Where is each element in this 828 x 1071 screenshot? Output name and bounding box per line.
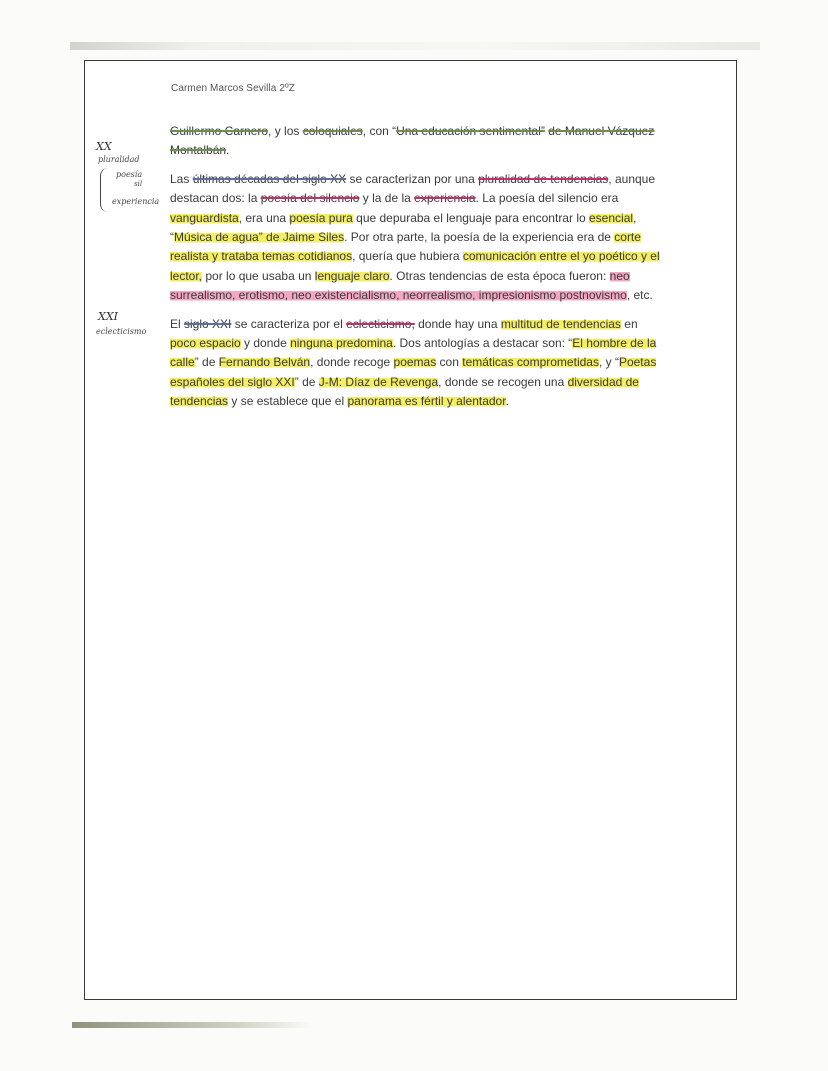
scan-shadow-bottom (72, 1022, 312, 1028)
body-text: Las (170, 171, 193, 186)
highlighted-text: lenguaje claro (314, 268, 390, 283)
margin-note-sil: sil (134, 180, 143, 188)
margin-brace (100, 168, 111, 212)
highlighted-text: esencial (589, 210, 634, 225)
highlighted-text: corte realista y trataba temas cotidianos (170, 230, 641, 264)
highlighted-text: eclecticismo, (346, 316, 415, 331)
body-text: , donde se recogen una (438, 374, 568, 389)
body-text: ” de (294, 374, 319, 389)
body-text: ” de (194, 355, 219, 370)
highlighted-text: multitud de tendencias (500, 316, 621, 331)
highlighted-text: Una educación sentimental” (396, 124, 545, 138)
body-text: , con “ (362, 124, 397, 138)
body-text: . (226, 143, 230, 158)
highlighted-text: ninguna predomina (290, 336, 393, 351)
body-text: se caracterizan por una (346, 171, 479, 186)
body-text: . Otras tendencias de esta época fueron: (389, 268, 610, 283)
body-text: y la de la (359, 191, 415, 206)
body-text: . Dos antologías a destacar son: “ (392, 336, 573, 351)
highlighted-text: diversidad de tendencias (170, 374, 639, 409)
highlighted-text: experiencia (414, 191, 476, 206)
body-text: , y “ (598, 355, 619, 370)
highlighted-text: Fernando Belván (218, 355, 311, 370)
highlighted-text: vanguardista (170, 210, 239, 225)
scan-shadow-top (70, 42, 760, 50)
paragraph-3 (170, 315, 660, 412)
body-text: , era una (238, 210, 290, 225)
margin-note-xxi: XXI (98, 310, 119, 323)
margin-note-xx: XX (96, 140, 112, 153)
body-text: El (170, 316, 185, 331)
highlighted-text: poemas (393, 355, 437, 370)
highlighted-text: neo surrealismo, erotismo, neo existencialismo, neorrealismo, impresionismo postnovismo (170, 268, 630, 303)
highlighted-text: de Manuel Vázquez Montalbán (170, 124, 655, 158)
body-text: se caracteriza por el (231, 316, 347, 331)
margin-note-pluralidad: pluralidad (98, 155, 140, 164)
highlighted-text: poesía pura (289, 210, 353, 225)
body-text: . Por otra parte, la poesía de la experiencia era de (344, 230, 615, 245)
highlighted-text: Poetas españoles del siglo XXI (170, 355, 657, 389)
highlighted-text: poesía del silencio (260, 191, 360, 206)
body-text: donde hay una (414, 316, 501, 331)
highlighted-text: comunicación entre el yo poético y el lector, (170, 249, 660, 283)
highlighted-text: El hombre de la calle (170, 336, 657, 370)
body-text: , donde recoge (310, 355, 394, 370)
author-header: Carmen Marcos Sevilla 2ºZ (171, 83, 295, 94)
margin-note-eclecticismo: eclecticismo (96, 327, 147, 336)
body-text: por lo que usaba un (202, 268, 315, 283)
highlighted-text: poco espacio (170, 336, 241, 351)
body-text: en (620, 316, 638, 331)
body-text: que depuraba el lenguaje para encontrar lo (352, 210, 589, 225)
paragraph-2 (170, 170, 660, 306)
paragraph-1 (170, 122, 660, 161)
highlighted-text: últimas décadas del siglo XX (192, 171, 347, 186)
highlighted-text: pluralidad de tendencias (478, 171, 609, 186)
body-text: , etc. (626, 288, 653, 303)
highlighted-text: panorama es fértil y alentador (347, 394, 506, 409)
body-text: , aunque destacan dos: la (170, 171, 656, 206)
margin-note-poesia: poesía (116, 170, 143, 179)
highlighted-text: Guillermo Carnero (170, 124, 269, 138)
body-text: y donde (240, 336, 291, 351)
body-text: . La poesía del silencio era (475, 191, 619, 206)
body-text: , quería que hubiera (352, 249, 463, 264)
body-text: y se establece que el (228, 394, 348, 409)
body-text: . (505, 394, 509, 409)
highlighted-text: temáticas comprometidas (462, 355, 599, 370)
document-body (170, 122, 660, 421)
body-text: , “ (170, 210, 637, 245)
body-text: con (436, 355, 463, 370)
body-text: , y los (268, 124, 303, 138)
highlighted-text: J-M: Díaz de Revenga (318, 374, 439, 389)
highlighted-text: siglo XXI (184, 316, 232, 331)
highlighted-text: Música de agua” de Jaime Siles (174, 230, 345, 245)
highlighted-text: coloquiales (302, 124, 363, 138)
margin-note-experiencia: experiencia (112, 197, 160, 206)
